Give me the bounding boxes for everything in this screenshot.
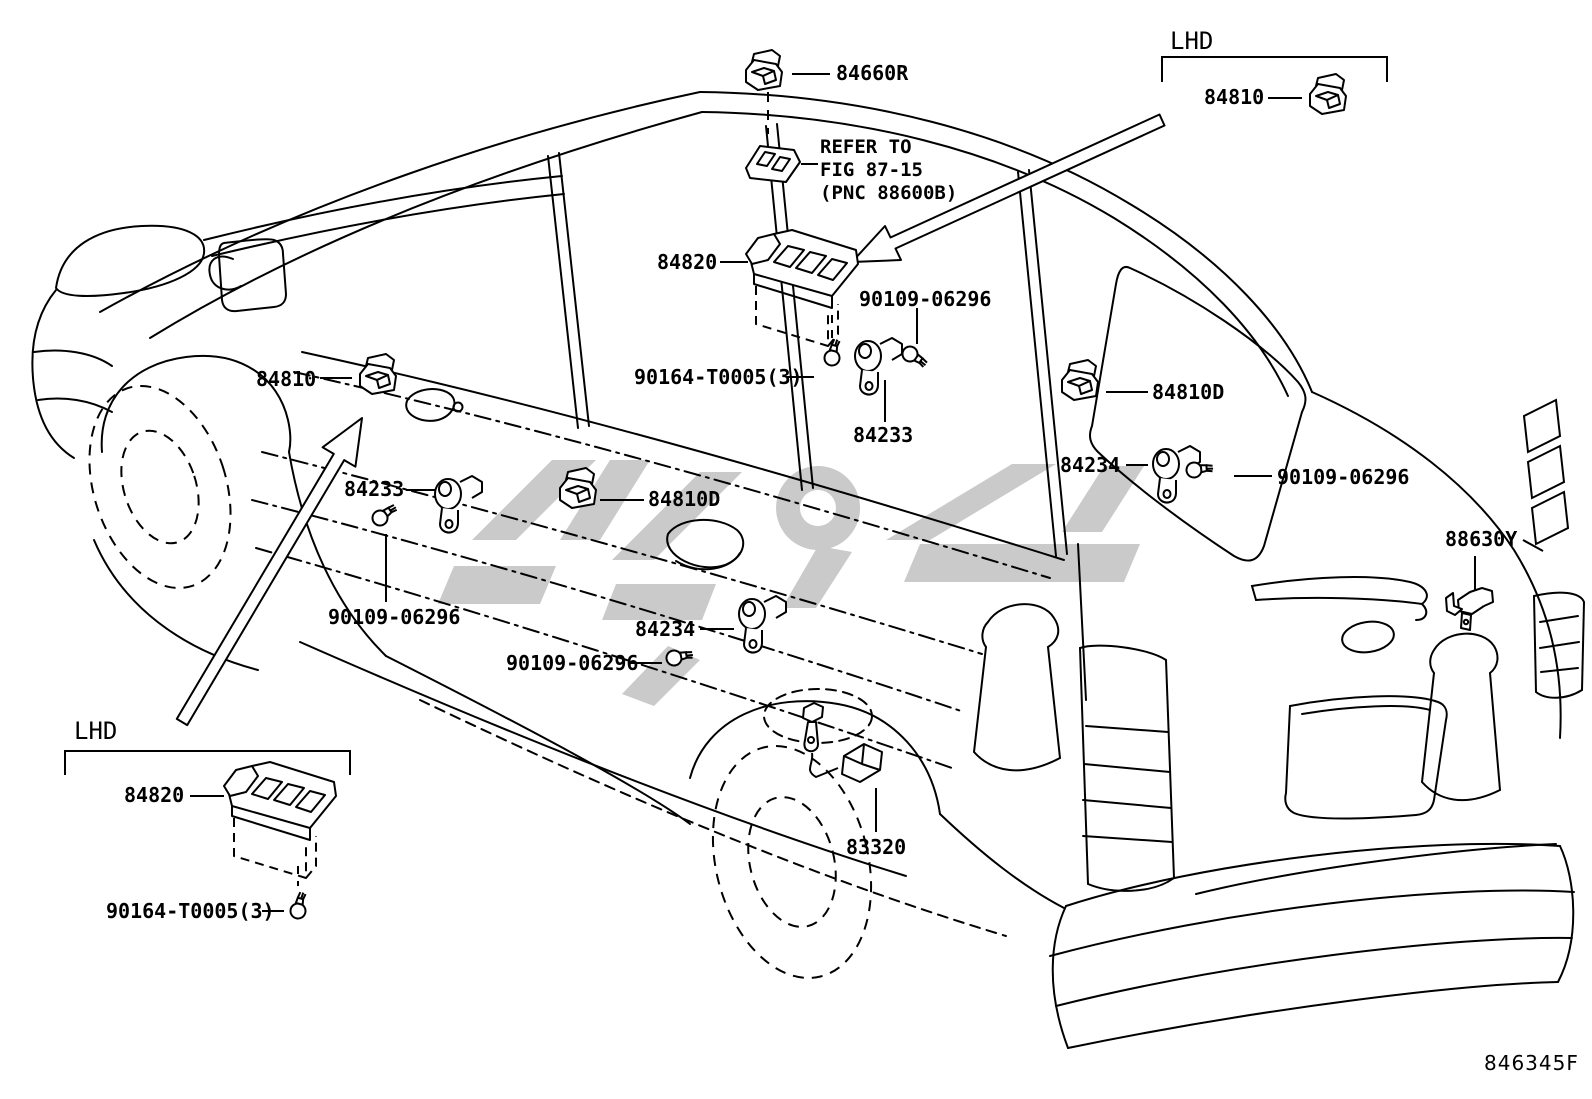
part-label-84233-mid: 84233 [853, 423, 914, 447]
courtesy-switch-icon [855, 338, 902, 395]
part-label-83320: 83320 [846, 835, 907, 859]
part-label-84810D-center: 84810D [648, 487, 721, 511]
lhd-group-label-bottom: LHD [74, 717, 118, 745]
part-label-84234-center: 84234 [635, 617, 696, 641]
part-label-90109-left: 90109-06296 [328, 605, 461, 629]
reference-note-line2: FIG 87-15 [820, 159, 923, 181]
arrow-to-front-switch [177, 418, 362, 725]
part-label-84810-left: 84810 [256, 367, 317, 391]
master-switch-icon [746, 230, 858, 346]
lhd-bracket-bottom [65, 751, 350, 775]
part-label-88630Y: 88630Y [1445, 527, 1518, 551]
part-label-90164-front: 90164-T0005(3) [634, 365, 803, 389]
courtesy-switch-icon [739, 596, 786, 653]
part-label-84234-right: 84234 [1060, 453, 1121, 477]
tailgate-garnish [1252, 577, 1427, 604]
license-plate-recess [1285, 696, 1446, 818]
figure-code: 846345F [1484, 1051, 1579, 1075]
relay-icon [1446, 588, 1493, 630]
room-lamp-icon [746, 146, 800, 182]
lhd-brackets [65, 57, 1387, 775]
roof-switch-icon [746, 50, 782, 90]
seat [1422, 634, 1500, 800]
lhd-group-label-top: LHD [1170, 27, 1214, 55]
reference-note-line1: REFER TO [820, 136, 912, 158]
part-label-84660R: 84660R [836, 61, 909, 85]
part-label-84810-top: 84810 [1204, 85, 1265, 109]
part-label-84820-bottom: 84820 [124, 783, 185, 807]
part-label-90109-b-pillar: 90109-06296 [859, 287, 992, 311]
window-switch-icon [1310, 74, 1346, 114]
rear-window [1090, 267, 1305, 561]
part-label-90109-right: 90109-06296 [1277, 465, 1410, 489]
headlamp [56, 226, 204, 296]
part-label-84810D-right: 84810D [1152, 380, 1225, 404]
side-mirror [209, 257, 241, 290]
emblem [1340, 619, 1396, 656]
window-switch-icon [360, 354, 396, 394]
lhd-bracket-top [1162, 57, 1387, 82]
part-label-90109-center: 90109-06296 [506, 651, 639, 675]
seat [974, 604, 1060, 770]
courtesy-switch-icon [435, 476, 482, 533]
reference-note [820, 136, 957, 205]
part-label-84233-left: 84233 [344, 477, 405, 501]
reference-note-line3: (PNC 88600B) [820, 182, 958, 204]
part-label-84820-front: 84820 [657, 250, 718, 274]
screw-icon [900, 344, 930, 370]
master-switch-icon [224, 762, 336, 878]
screw-icon [823, 338, 842, 367]
window-switch-icon [1062, 360, 1098, 400]
quarter-window [219, 239, 286, 311]
part-label-90164-bottom: 90164-T0005(3) [106, 899, 275, 923]
screw-icon [289, 891, 308, 920]
screw-icon [369, 500, 399, 529]
